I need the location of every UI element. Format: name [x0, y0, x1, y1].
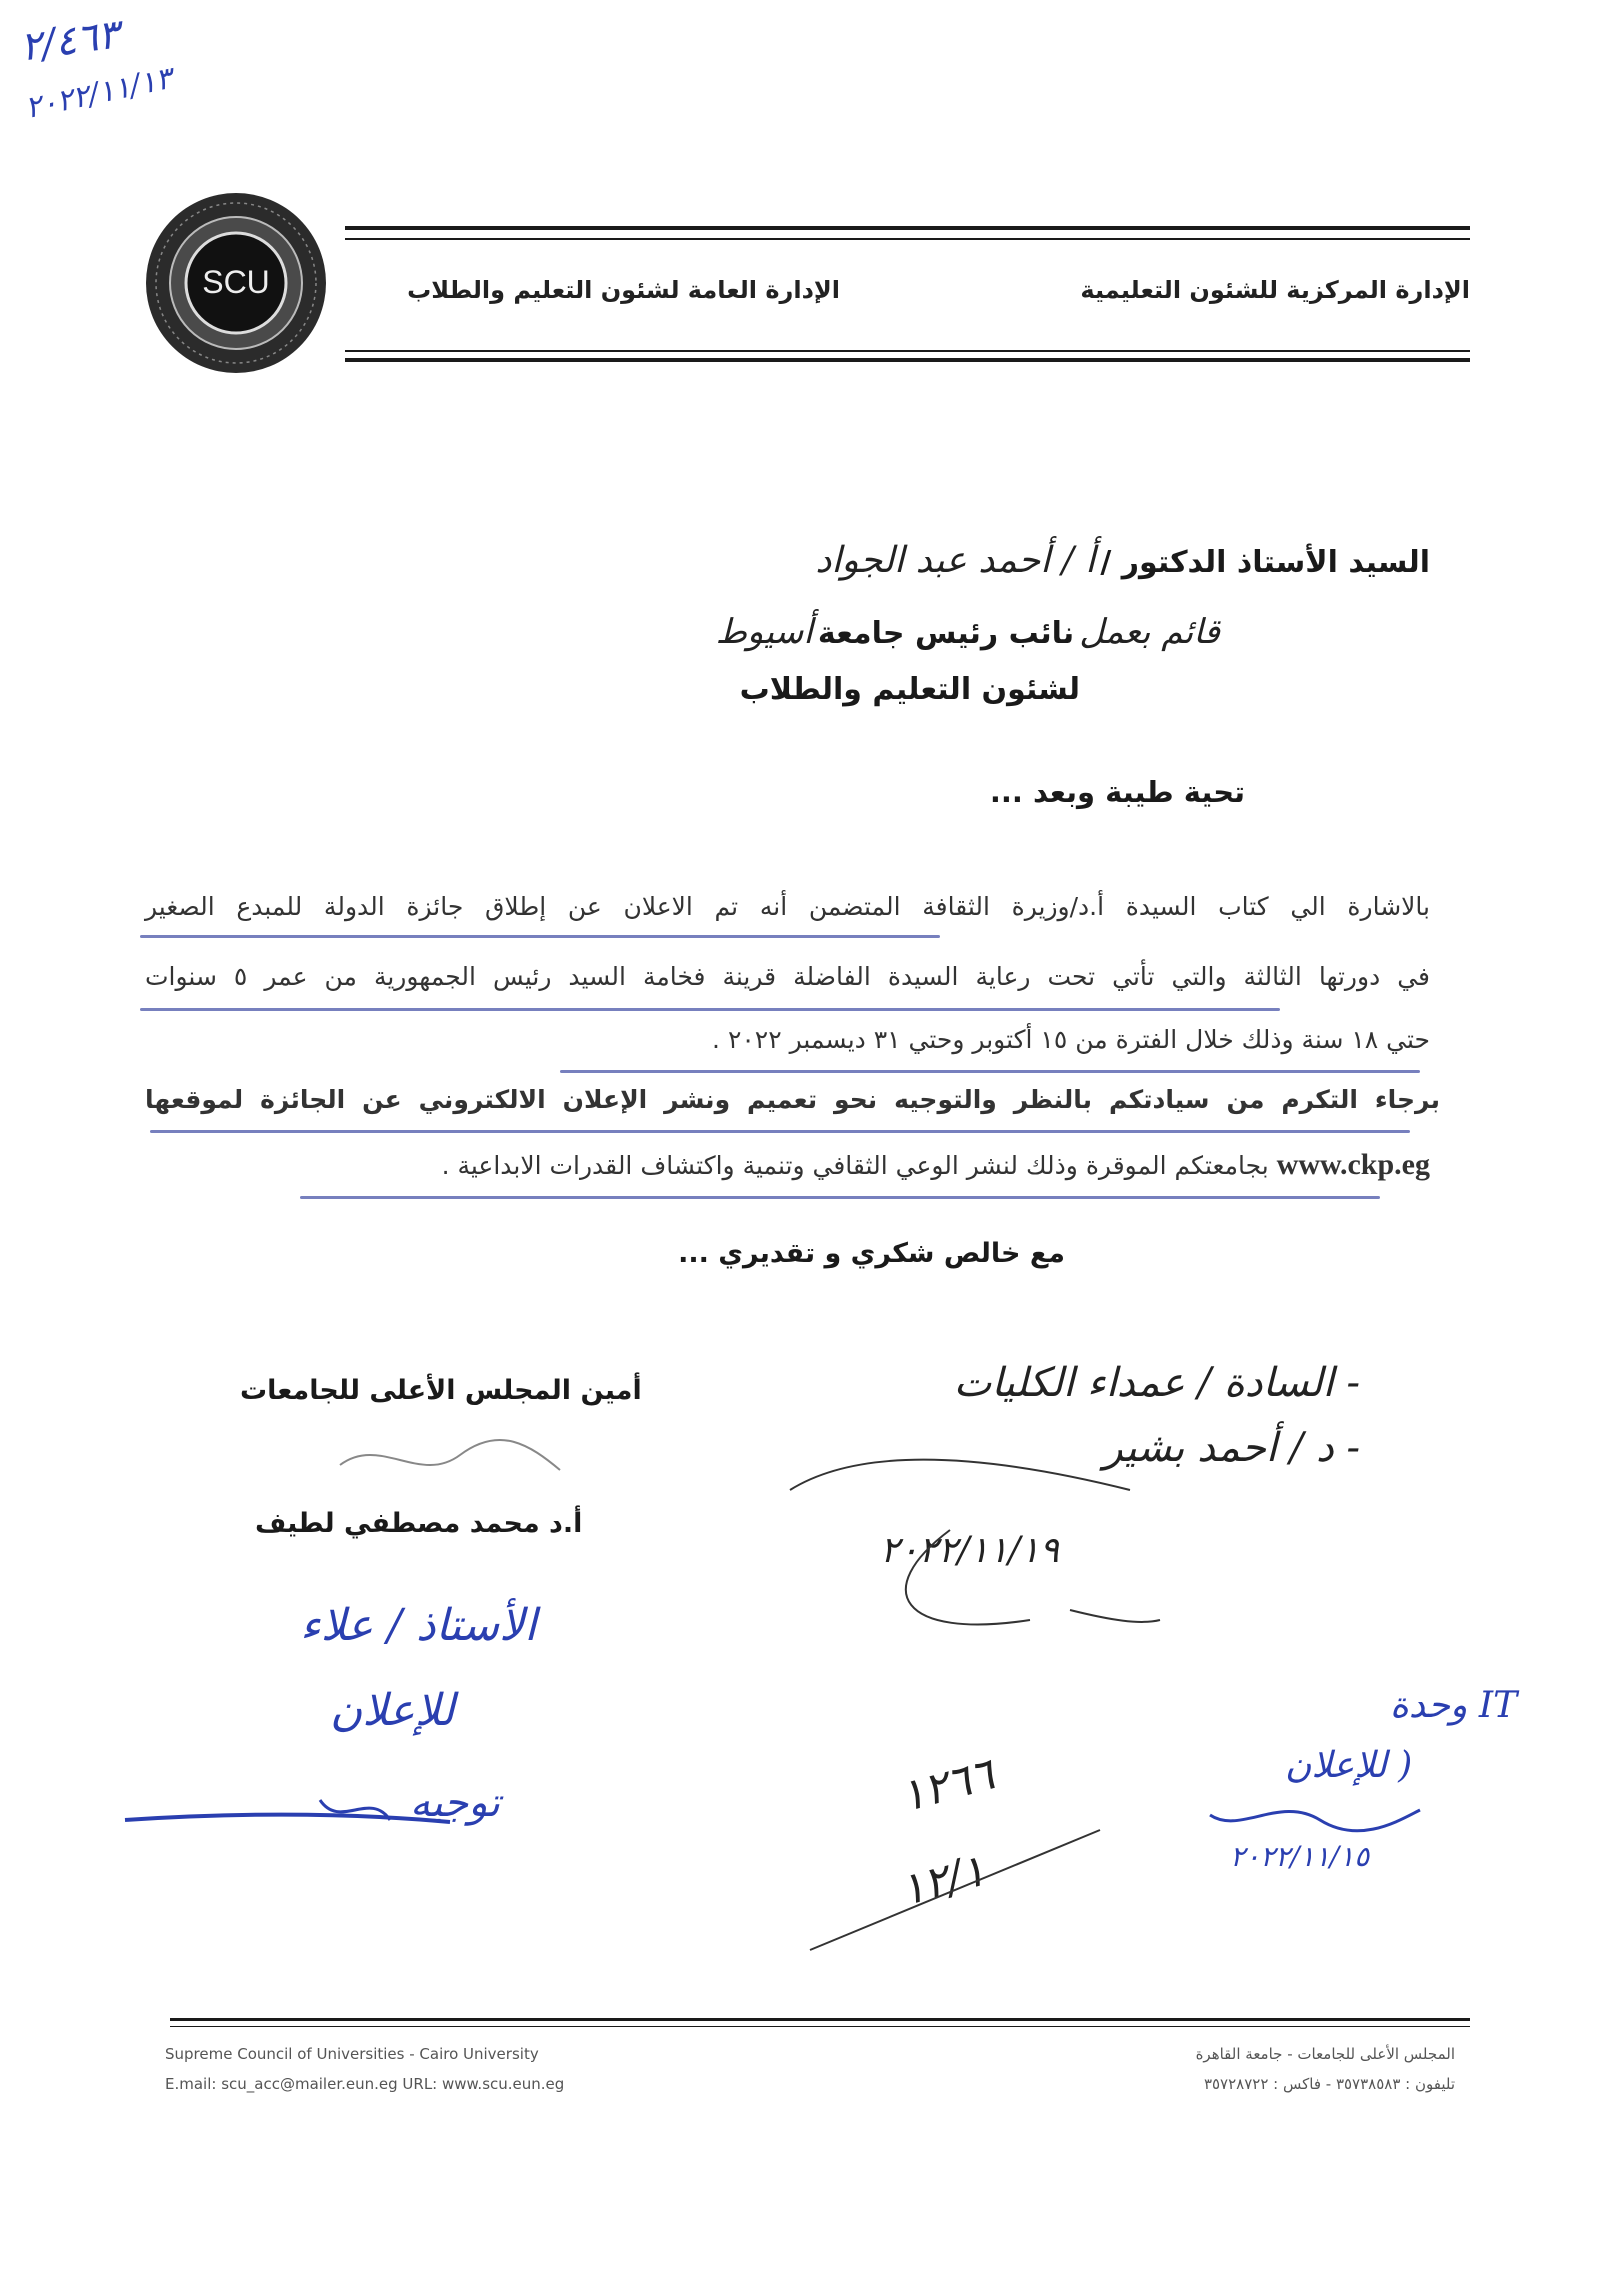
- ink-underline: [140, 1008, 1280, 1011]
- closing-line: مع خالص شكري و تقديري ...: [678, 1238, 1065, 1269]
- blue-signature-stroke: [120, 1780, 500, 1840]
- header-rule-top: [345, 226, 1470, 230]
- center-slash-stroke: [800, 1800, 1120, 1960]
- body-p2-line2: [442, 1148, 1430, 1182]
- acting-note-handwritten: قائم بعمل: [1079, 612, 1220, 652]
- hand-note-number-2: ١٢/١: [894, 1844, 991, 1917]
- registry-date-note: ٢٠٢٢/١١/١٣: [21, 60, 176, 127]
- hand-note-loop-scribble: [750, 1420, 1170, 1650]
- addressee-line1: [815, 540, 1430, 581]
- hand-note-it-date: ٢٠٢٢/١١/١٥: [1230, 1840, 1370, 1873]
- footer-rule-thin: [170, 2026, 1470, 2027]
- greeting: تحية طيبة وبعد ...: [989, 775, 1245, 809]
- body-p1-line1: بالاشارة الي كتاب السيدة أ.د/وزيرة الثقافة المتضمن أنه تم الاعلان عن إطلاق جائزة الدولة للمبدع الصغير: [145, 892, 1430, 921]
- hand-note-it-unit: وحدة IT: [1390, 1685, 1518, 1726]
- scu-seal-logo: [143, 190, 329, 376]
- it-signature-stroke: [1200, 1790, 1430, 1840]
- footer-ar-line1: المجلس الأعلى للجامعات - جامعة القاهرة: [1195, 2045, 1455, 2063]
- general-admin-heading: الإدارة العامة لشئون التعليم والطلاب: [407, 276, 840, 304]
- footer-en-line1: Supreme Council of Universities - Cairo University: [165, 2045, 539, 2063]
- central-admin-heading: الإدارة المركزية للشئون التعليمية: [1080, 276, 1470, 304]
- header-rule-top-thin: [345, 238, 1470, 240]
- hand-note-deans: - السادة / عمداء الكليات: [953, 1360, 1360, 1406]
- website-url: www.ckp.eg: [1276, 1148, 1430, 1181]
- header-rule-bottom: [345, 350, 1470, 352]
- footer-rule: [170, 2018, 1470, 2021]
- signature-scribble: [330, 1425, 570, 1495]
- ink-underline: [560, 1070, 1420, 1073]
- hand-note-it-announcement: ( للإعلان: [1285, 1745, 1413, 1786]
- ink-underline: [150, 1130, 1410, 1133]
- hand-note-number: ١٢٦٦: [895, 1748, 1000, 1823]
- hand-note-directive: توجيه: [410, 1780, 501, 1826]
- hand-note-date-right: ٢٠٢٢/١١/١٩: [880, 1530, 1059, 1571]
- hand-note-mr-alaa: الأستاذ / علاء: [300, 1600, 537, 1651]
- header-rule-bottom-thick: [345, 358, 1470, 362]
- registry-number-note: ٢/٤٦٣: [17, 11, 123, 71]
- hand-note-doctor: - د / أحمد بشير: [1103, 1425, 1360, 1471]
- signatory-name: أ.د محمد مصطفي لطيف: [255, 1508, 583, 1539]
- body-p2-line1: برجاء التكرم من سيادتكم بالنظر والتوجيه نحو تعميم ونشر الإعلان الالكتروني عن الجائزة لموقعها: [145, 1085, 1440, 1114]
- body-p1-line2: في دورتها الثالثة والتي تأتي تحت رعاية السيدة الفاضلة قرينة فخامة السيد رئيس الجمهورية من عمر ٥ سنوات: [145, 962, 1430, 991]
- hand-note-for-announcement: للإعلان: [330, 1685, 455, 1736]
- addressee-name-handwritten: أ / أحمد عبد الجواد: [815, 540, 1096, 581]
- body-p1-line3: حتي ١٨ سنة وذلك خلال الفترة من ١٥ أكتوبر وحتي ٣١ ديسمبر ٢٠٢٢ .: [712, 1025, 1430, 1054]
- addressee-title: السيد الأستاذ الدكتور /: [1100, 545, 1430, 580]
- footer-ar-line2: تليفون : ٣٥٧٣٨٥٨٣ - فاكس : ٣٥٧٢٨٧٢٢: [1203, 2075, 1455, 2093]
- signatory-title: أمين المجلس الأعلى للجامعات: [240, 1375, 642, 1406]
- addressee-position: نائب رئيس جامعة: [817, 616, 1075, 651]
- university-name-handwritten: أسيوط: [715, 612, 813, 652]
- addressee-line3: لشئون التعليم والطلاب: [739, 672, 1080, 707]
- ink-underline: [140, 935, 940, 938]
- footer-en-line2: E.mail: scu_acc@mailer.eun.eg URL: www.scu.eun.eg: [165, 2075, 565, 2093]
- body-p2-line2-text: بجامعتكم الموقرة وذلك لنشر الوعي الثقافي وتنمية واكتشاف القدرات الابداعية .: [441, 1151, 1269, 1180]
- scu-seal-text: SCU: [202, 264, 270, 300]
- ink-underline: [300, 1196, 1380, 1199]
- addressee-line2: [716, 612, 1220, 652]
